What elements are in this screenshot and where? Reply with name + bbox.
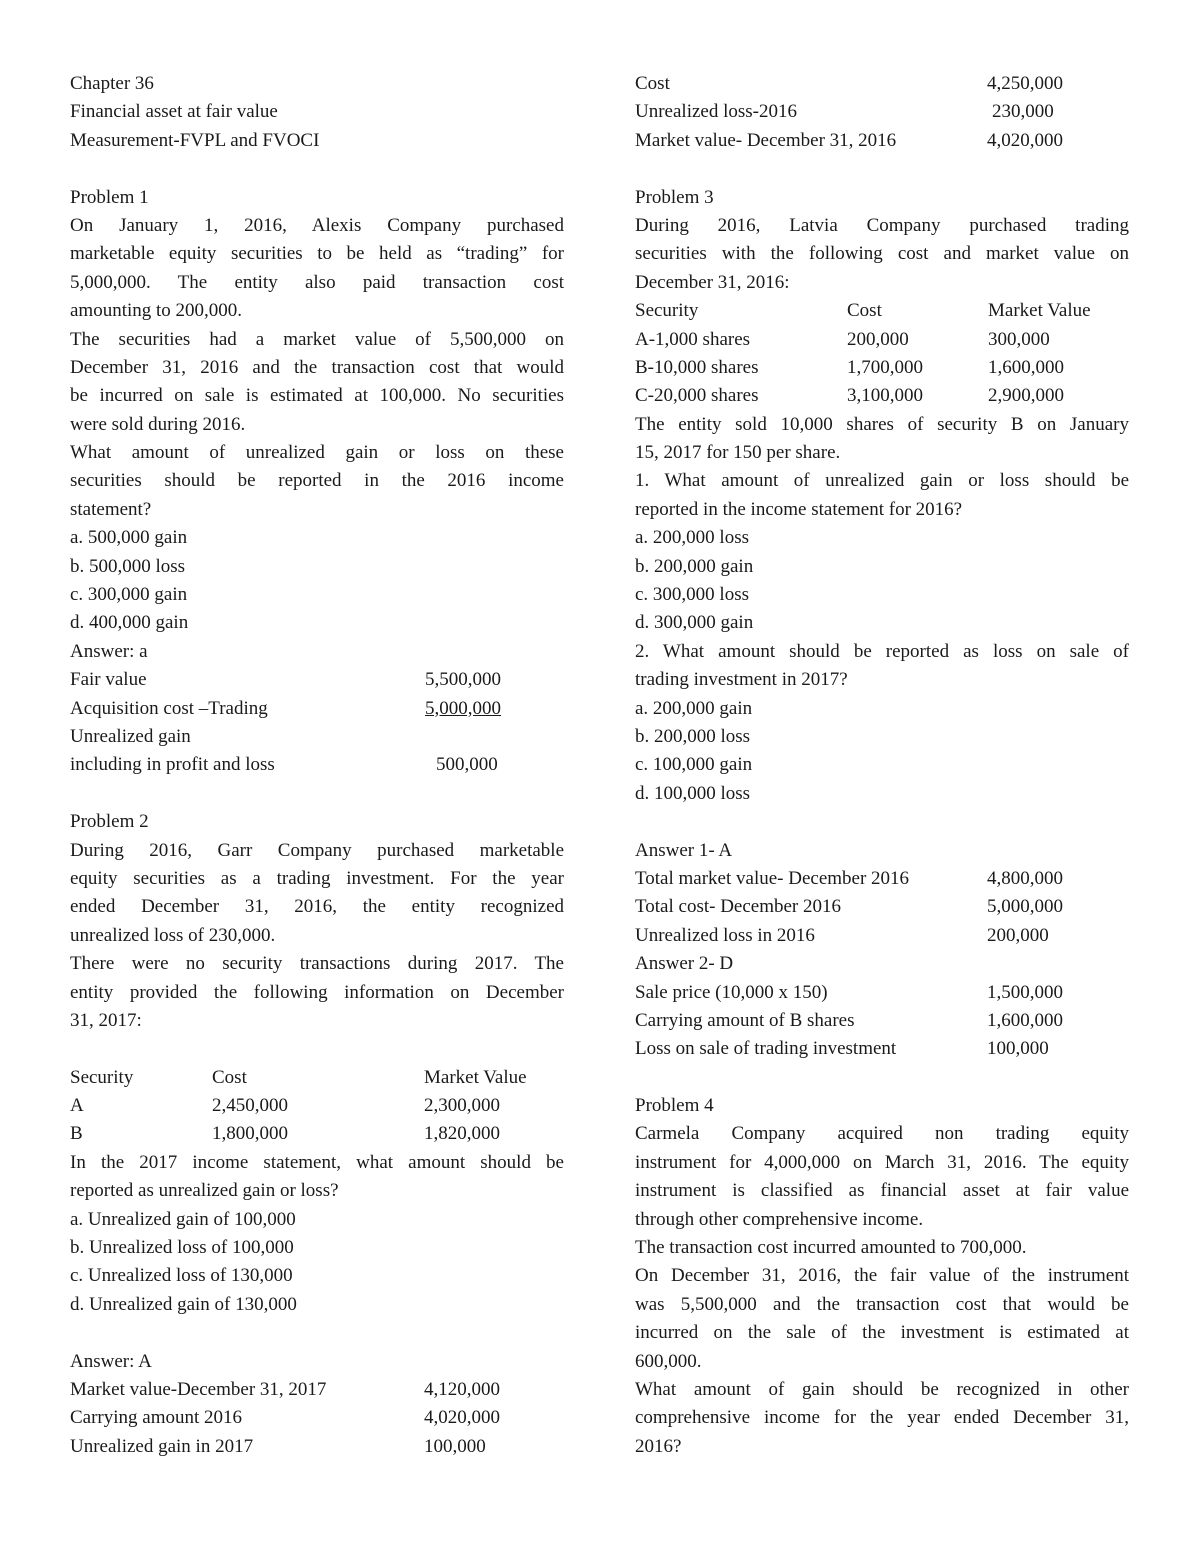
choice-d: d. Unrealized gain of 130,000 xyxy=(70,1293,297,1315)
calc-label: Sale price (10,000 x 150) xyxy=(635,981,828,1003)
column-header: Cost xyxy=(847,300,882,322)
calc-value: 100,000 xyxy=(424,1435,486,1457)
problem-text: equity securities as a trading investment. For the year xyxy=(70,867,564,889)
problem-text: incurred on the sale of the investment is estimated at xyxy=(635,1322,1129,1344)
problem-title: Problem 2 xyxy=(70,811,149,833)
table-cell: C-20,000 shares xyxy=(635,385,759,407)
table-cell: B-10,000 shares xyxy=(635,356,759,378)
problem-text: On December 31, 2016, the fair value of the instrument xyxy=(635,1265,1129,1287)
problem-text: The securities had a market value of 5,500,000 on xyxy=(70,328,564,350)
table-cell: 3,100,000 xyxy=(847,385,923,407)
problem-text: ended December 31, 2016, the entity recognized xyxy=(70,896,564,918)
answer: Answer: A xyxy=(70,1350,152,1372)
problem-title: Problem 4 xyxy=(635,1095,714,1117)
calc-label: Carrying amount 2016 xyxy=(70,1407,243,1429)
choice-c: c. 100,000 gain xyxy=(635,754,753,776)
table-cell: 1,800,000 xyxy=(212,1123,288,1145)
problem-text: through other comprehensive income. xyxy=(635,1208,924,1230)
calc-label: Unrealized gain in 2017 xyxy=(70,1435,254,1457)
problem-text: December 31, 2016: xyxy=(635,271,790,293)
calc-row xyxy=(635,98,1129,126)
right-column xyxy=(635,70,1129,1461)
calc-value: 5,000,000 xyxy=(987,896,1063,918)
problem-text: The transaction cost incurred amounted to 700,000. xyxy=(635,1237,1027,1259)
calc-value: 230,000 xyxy=(992,101,1054,123)
left-column xyxy=(70,70,564,1461)
choice-d: d. 100,000 loss xyxy=(635,782,751,804)
question-text: 2. What amount should be reported as loss on sale of xyxy=(635,640,1129,662)
problem-text: unrealized loss of 230,000. xyxy=(70,924,276,946)
calc-row xyxy=(70,666,564,694)
problem-text: be incurred on sale is estimated at 100,000. No securities xyxy=(70,385,564,407)
question-text: reported as unrealized gain or loss? xyxy=(70,1180,339,1202)
problem-text: securities with the following cost and market value on xyxy=(635,243,1129,265)
problem-text: What amount of unrealized gain or loss on these xyxy=(70,442,564,464)
calc-label: Loss on sale of trading investment xyxy=(635,1038,897,1060)
choice-b: b. Unrealized loss of 100,000 xyxy=(70,1237,294,1259)
choice-d: d. 400,000 gain xyxy=(70,612,189,634)
choice-c: c. Unrealized loss of 130,000 xyxy=(70,1265,293,1287)
problem-2 xyxy=(70,808,564,1461)
answer: Answer 2- D xyxy=(635,953,734,975)
calc-row xyxy=(635,979,1129,1007)
calc-value: 4,800,000 xyxy=(987,867,1063,889)
table-cell: B xyxy=(70,1123,83,1145)
calc-value: 100,000 xyxy=(987,1038,1049,1060)
table-cell: 1,700,000 xyxy=(847,356,923,378)
choice-a: a. 200,000 gain xyxy=(635,697,753,719)
calc-label: Total cost- December 2016 xyxy=(635,896,842,918)
chapter-subtitle-2: Measurement-FVPL and FVOCI xyxy=(70,129,320,151)
calc-label: Unrealized gain xyxy=(70,725,191,747)
problem-text: On January 1, 2016, Alexis Company purchased xyxy=(70,214,564,236)
question-text: 2016? xyxy=(635,1435,682,1457)
problem-text: The entity sold 10,000 shares of security B on January xyxy=(635,413,1129,435)
problem-text: 5,000,000. The entity also paid transaction cost xyxy=(70,271,564,293)
problem-4 xyxy=(635,1092,1129,1461)
calc-row xyxy=(70,1404,564,1432)
chapter-subtitle: Financial asset at fair value xyxy=(70,101,278,123)
calc-row xyxy=(635,127,1129,155)
table-header xyxy=(635,297,1129,325)
problem-text: instrument for 4,000,000 on March 31, 2016. The equity xyxy=(635,1151,1129,1173)
question-text: reported in the income statement for 2016? xyxy=(635,498,963,520)
column-header: Security xyxy=(635,300,699,322)
chapter-title: Chapter 36 xyxy=(70,73,154,94)
calc-value: 1,600,000 xyxy=(987,1009,1063,1031)
calc-value: 200,000 xyxy=(987,924,1049,946)
problem-1 xyxy=(70,184,564,780)
calc-row xyxy=(70,723,564,751)
calc-label: Fair value xyxy=(70,669,147,691)
table-cell: 200,000 xyxy=(847,328,909,350)
calc-row xyxy=(70,1433,564,1461)
calc-label: Unrealized loss-2016 xyxy=(635,101,797,123)
column-header: Market Value xyxy=(988,300,1091,322)
column-header: Security xyxy=(70,1066,134,1088)
calc-value: 5,500,000 xyxy=(425,669,501,691)
problem-text: 15, 2017 for 150 per share. xyxy=(635,442,841,464)
table-row xyxy=(70,1120,564,1148)
column-header: Market Value xyxy=(424,1066,527,1088)
choice-d: d. 300,000 gain xyxy=(635,612,754,634)
calc-row xyxy=(635,1035,1129,1063)
choice-b: b. 500,000 loss xyxy=(70,555,186,577)
calc-value: 4,250,000 xyxy=(987,73,1063,94)
calc-value: 4,020,000 xyxy=(424,1407,500,1429)
problem-text: During 2016, Latvia Company purchased trading xyxy=(635,214,1129,236)
table-cell: 300,000 xyxy=(988,328,1050,350)
calc-row xyxy=(70,1376,564,1404)
column-header: Cost xyxy=(212,1066,247,1088)
problem-text: During 2016, Garr Company purchased marketable xyxy=(70,839,564,861)
table-cell: A-1,000 shares xyxy=(635,328,751,350)
problem-text: amounting to 200,000. xyxy=(70,300,243,322)
table-cell: A xyxy=(70,1095,84,1117)
calc-value: 1,500,000 xyxy=(987,981,1063,1003)
table-cell: 2,900,000 xyxy=(988,385,1064,407)
calc-row xyxy=(635,1007,1129,1035)
choice-b: b. 200,000 gain xyxy=(635,555,754,577)
problem-text: were sold during 2016. xyxy=(70,413,246,435)
table-row xyxy=(70,1092,564,1120)
problem-text: There were no security transactions during 2017. The xyxy=(70,953,564,975)
table-header xyxy=(70,1064,564,1092)
choice-a: a. 200,000 loss xyxy=(635,527,749,549)
choice-a: a. Unrealized gain of 100,000 xyxy=(70,1208,296,1230)
calc-label: Unrealized loss in 2016 xyxy=(635,924,815,946)
calc-value: 4,120,000 xyxy=(424,1378,500,1400)
calc-value: 500,000 xyxy=(436,754,498,776)
calc-value: 5,000,000 xyxy=(425,697,501,719)
calc-label: Market value-December 31, 2017 xyxy=(70,1378,327,1400)
problem-text: December 31, 2016 and the transaction cost that would xyxy=(70,356,564,378)
problem-text: 31, 2017: xyxy=(70,1009,142,1031)
choice-b: b. 200,000 loss xyxy=(635,725,751,747)
question-text: 1. What amount of unrealized gain or loss should be xyxy=(635,470,1129,492)
problem-title: Problem 1 xyxy=(70,186,149,208)
calc-label: Carrying amount of B shares xyxy=(635,1009,855,1031)
calc-label: Total market value- December 2016 xyxy=(635,867,910,889)
calc-row xyxy=(635,922,1129,950)
problem-text: entity provided the following information on December xyxy=(70,981,564,1003)
choice-c: c. 300,000 gain xyxy=(70,584,188,606)
calc-label: Market value- December 31, 2016 xyxy=(635,129,897,151)
problem-title: Problem 3 xyxy=(635,186,714,208)
table-cell: 1,600,000 xyxy=(988,356,1064,378)
calc-row xyxy=(70,751,564,779)
calc-label: including in profit and loss xyxy=(70,754,275,776)
problem-3 xyxy=(635,184,1129,1064)
calc-row xyxy=(70,695,564,723)
calc-label: Cost xyxy=(635,73,670,94)
table-cell: 2,450,000 xyxy=(212,1095,288,1117)
problem-text: marketable equity securities to be held as “trading” for xyxy=(70,243,564,265)
problem-text: statement? xyxy=(70,498,152,520)
question-text: In the 2017 income statement, what amount should be xyxy=(70,1151,564,1173)
table-cell: 1,820,000 xyxy=(424,1123,500,1145)
question-text: trading investment in 2017? xyxy=(635,669,848,691)
problem-text: was 5,500,000 and the transaction cost that would be xyxy=(635,1293,1129,1315)
calc-row xyxy=(635,70,1129,98)
table-cell: 2,300,000 xyxy=(424,1095,500,1117)
calc-row xyxy=(635,865,1129,893)
calc-value: 4,020,000 xyxy=(987,129,1063,151)
answer: Answer: a xyxy=(70,640,148,662)
question-text: What amount of gain should be recognized in other xyxy=(635,1378,1129,1400)
table-row xyxy=(635,326,1129,354)
answer: Answer 1- A xyxy=(635,839,733,861)
problem-text: securities should be reported in the 2016 income xyxy=(70,470,564,492)
problem-text: instrument is classified as financial asset at fair value xyxy=(635,1180,1129,1202)
choice-a: a. 500,000 gain xyxy=(70,527,188,549)
table-row xyxy=(635,382,1129,410)
choice-c: c. 300,000 loss xyxy=(635,584,749,606)
question-text: comprehensive income for the year ended December 31, xyxy=(635,1407,1129,1429)
problem-text: 600,000. xyxy=(635,1350,702,1372)
table-row xyxy=(635,354,1129,382)
calc-label: Acquisition cost –Trading xyxy=(70,697,268,719)
calc-row xyxy=(635,893,1129,921)
problem-text: Carmela Company acquired non trading equity xyxy=(635,1123,1129,1145)
